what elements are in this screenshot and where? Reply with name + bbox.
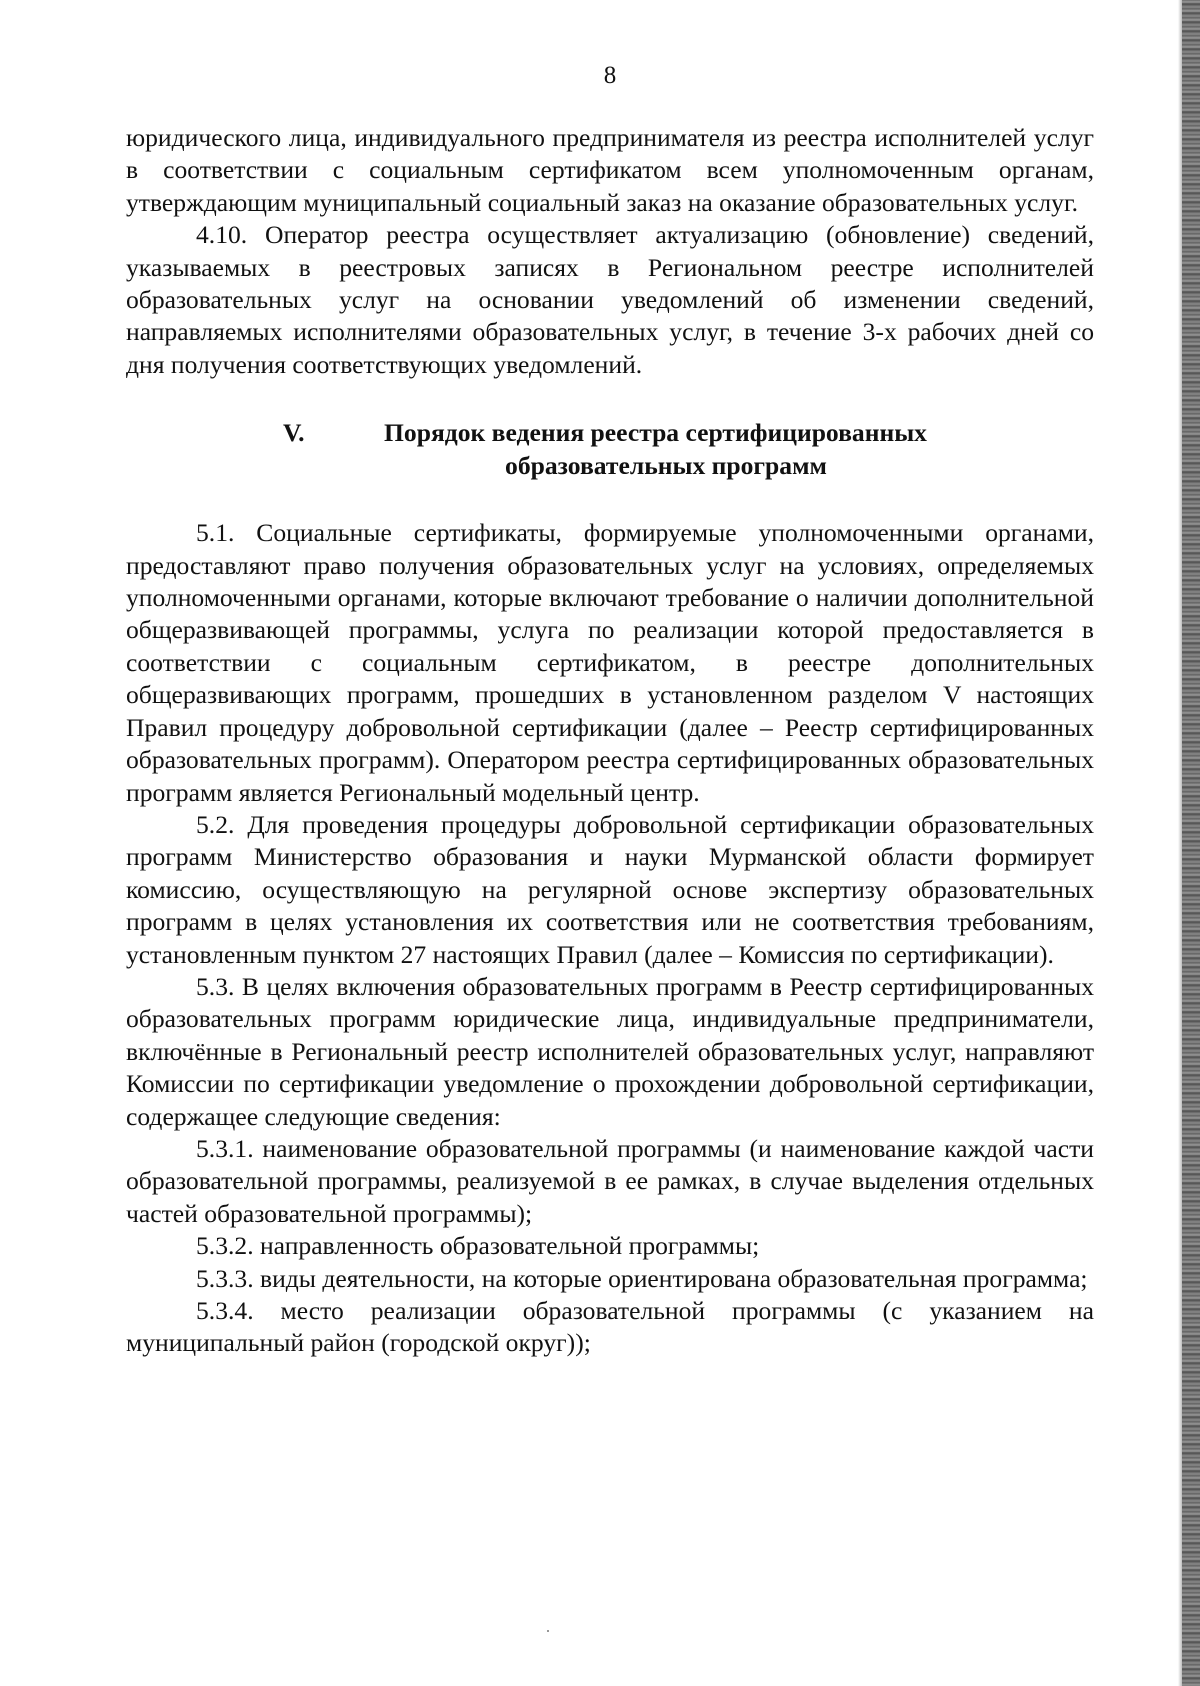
paragraph-continuation: юридического лица, индивидуального предпринимателя из реестра исполнителей услуг в соответствии с социальным сертификатом всем уполномоченным органам, утверждающим муниципальный социальный заказ на оказание образовательных услуг. <box>126 123 1094 217</box>
scan-speck <box>547 1630 549 1632</box>
document-body <box>126 122 1094 1360</box>
paragraph-5-3-1: 5.3.1. наименование образовательной программы (и наименование каждой части образовательной программы, реализуемой в ее рамках, в случае выделения отдельных частей образовательной программы); <box>126 1133 1094 1228</box>
scan-edge-strip <box>1182 0 1200 1686</box>
page-number: 8 <box>603 62 617 89</box>
paragraph-5-3-2: 5.3.2. направленность образовательной программы; <box>196 1231 760 1261</box>
paragraph-5-3: 5.3. В целях включения образовательных программ в Реестр сертифицированных образовательных программ юридические лица, индивидуальные предприниматели, включённые в Региональный реестр исполнителей образовательных услуг, направляют Комиссии по сертификации уведомление о прохождении добровольной сертификации, содержащее следующие сведения: <box>126 971 1094 1131</box>
section-title-line-2: образовательных программ <box>505 450 827 480</box>
paragraph-5-2: 5.2. Для проведения процедуры добровольной сертификации образовательных программ Министерство образования и науки Мурманской области формирует комиссию, осуществляющую на регулярной основе экспертизу образовательных программ в целях установления их соответствия или не соответствия требованиям, установленным пунктом 27 настоящих Правил (далее – Комиссия по сертификации). <box>126 809 1094 969</box>
section-title-line-1: Порядок ведения реестра сертифицированных <box>384 418 927 448</box>
section-title <box>336 417 996 482</box>
paragraph-5-3-3: 5.3.3. виды деятельности, на которые ориентирована образовательная программа; <box>196 1263 1088 1293</box>
paragraph-4-10: 4.10. Оператор реестра осуществляет актуализацию (обновление) сведений, указываемых в реестровых записях в Региональном реестре исполнителей образовательных услуг на основании уведомлений об изменении сведений, направляемых исполнителями образовательных услуг, в течение 3-х рабочих дней со дня получения соответствующих уведомлений. <box>126 220 1094 379</box>
section-heading <box>126 417 1094 483</box>
paragraph-5-3-4: 5.3.4. место реализации образовательной программы (с указанием на муниципальный район (городской округ)); <box>126 1296 1094 1358</box>
paragraph-5-1: 5.1. Социальные сертификаты, формируемые уполномоченными органами, предоставляют право получения образовательных услуг на условиях, определяемых уполномоченными органами, которые включают требование о наличии дополнительной общеразвивающей программы, услуга по реализации которой предоставляется в соответствии с социальным сертификатом, в реестре дополнительных общеразвивающих программ, прошедших в установленном разделом V настоящих Правил процедуру добровольной сертификации (далее – Реестр сертифицированных образовательных программ). Оператором реестра сертифицированных образовательных программ является Региональный модельный центр. <box>126 518 1094 807</box>
section-number: V. <box>283 418 305 448</box>
